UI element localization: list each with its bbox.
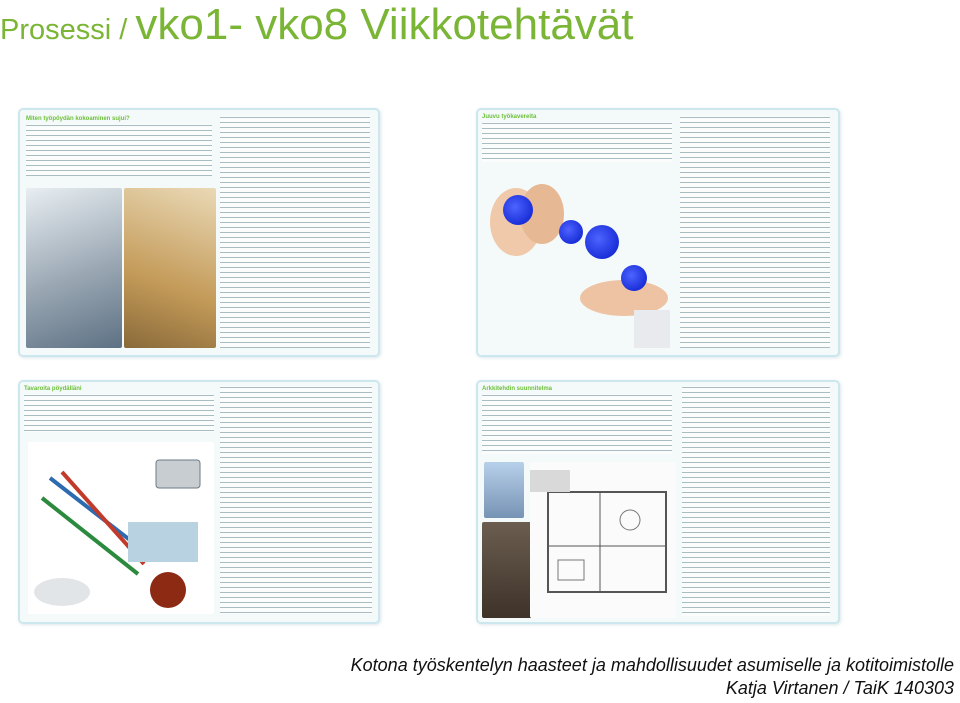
photo-building-exterior bbox=[484, 462, 524, 518]
desk-objects-graphic bbox=[28, 442, 214, 614]
board2-body-text bbox=[680, 116, 830, 348]
board4-heading: Arkkitehdin suunnitelma bbox=[482, 386, 553, 392]
photo-interior bbox=[482, 522, 532, 618]
caption-subtitle: Kotona työskentelyn haasteet ja mahdollisuudet asumiselle ja kotitoimistolle bbox=[350, 655, 954, 675]
hands-dots-graphic bbox=[484, 180, 672, 348]
board3-heading: Tavaroita pöydälläni bbox=[24, 386, 82, 392]
board-architect-plan bbox=[476, 380, 840, 624]
title-prefix: Prosessi / bbox=[0, 14, 136, 46]
board1-intro-text bbox=[26, 116, 212, 182]
board4-body-text bbox=[682, 386, 830, 616]
board4-intro-text bbox=[482, 386, 672, 458]
title-main: vko1- vko8 Viikkotehtävät bbox=[135, 0, 634, 49]
caption-author: Katja Virtanen / TaiK 140303 bbox=[725, 678, 954, 698]
page-title bbox=[0, 0, 634, 50]
board2-intro-text bbox=[482, 114, 672, 166]
board3-intro-text bbox=[24, 386, 214, 436]
photo-person-at-desk bbox=[26, 188, 122, 348]
board-desk-items bbox=[18, 380, 380, 624]
floor-plan-graphic bbox=[530, 462, 676, 618]
board1-heading: Miten työpöydän kokoaminen sujui? bbox=[26, 116, 130, 122]
photo-desk-objects bbox=[28, 442, 214, 614]
floor-plan-drawing bbox=[530, 462, 676, 618]
board2-heading: Juuvu työkavereita bbox=[482, 114, 537, 120]
board1-body-text bbox=[220, 116, 370, 348]
hands-illustration bbox=[484, 180, 672, 348]
board-desk-assembly bbox=[18, 108, 380, 357]
photo-desk-parts bbox=[124, 188, 216, 348]
board-colleagues bbox=[476, 108, 840, 357]
board3-body-text bbox=[220, 386, 372, 614]
